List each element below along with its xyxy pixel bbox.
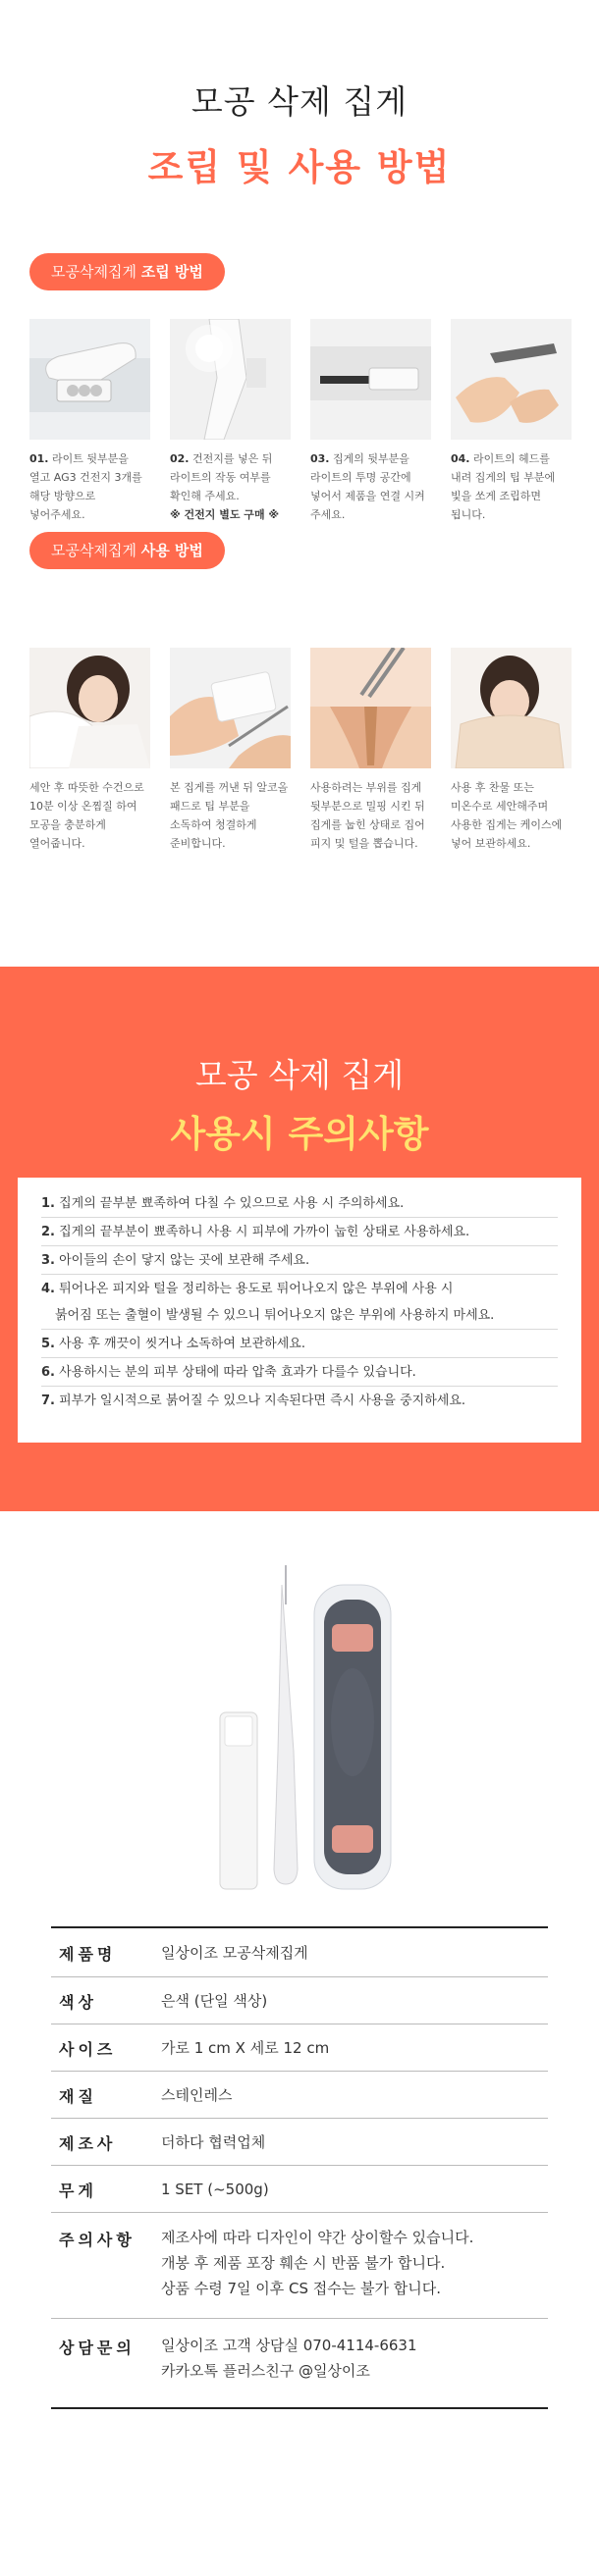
caution-item-5: 5. 사용 후 깨끗이 씻거나 소독하여 보관하세요. xyxy=(41,1332,558,1358)
usage-step-2-caption: 본 집게를 꺼낸 뒤 알코올 패드로 팁 부분을 소독하여 청결하게 준비합니다. xyxy=(170,781,289,850)
usage-pill-bold: 사용 방법 xyxy=(140,542,203,559)
step-2-photo xyxy=(170,319,291,440)
caution-section xyxy=(0,967,599,1511)
assembly-steps xyxy=(29,319,572,554)
usage-3-photo xyxy=(310,648,431,768)
caution-item-2: 2. 집게의 끝부분이 뾰족하니 사용 시 피부에 가까이 눕힌 상태로 사용하세요. xyxy=(41,1220,558,1246)
assembly-pill-prefix: 모공삭제집게 xyxy=(51,263,141,281)
step-1-photo xyxy=(29,319,150,440)
usage-step-1-caption: 세안 후 따뜻한 수건으로 10분 이상 온찜질 하여 모공을 충분하게 열어줍니다. xyxy=(29,781,144,850)
step-4-photo xyxy=(451,319,572,440)
usage-2-photo xyxy=(170,648,291,768)
usage-steps xyxy=(29,648,572,883)
usage-4-photo xyxy=(451,648,572,768)
caution-item-3: 3. 아이들의 손이 닿지 않는 곳에 보관해 주세요. xyxy=(41,1248,558,1275)
spec-row-name: 제품명 일상이조 모공삭제집게 xyxy=(51,1928,548,1977)
usage-step-4-caption: 사용 후 찬물 또는 미온수로 세안해주며 사용한 집게는 케이스에 넣어 보관하세요. xyxy=(451,781,563,850)
assembly-step-1-caption: 01. 라이트 뒷부분을 열고 AG3 건전지 3개를 해당 방향으로 넣어주세요. xyxy=(29,452,142,521)
spec-row-contact: 상담문의 일상이조 고객 상담실 070-4114-6631 카카오톡 플러스친구 @일상이조 xyxy=(51,2319,548,2409)
caution-item-4-cont: 붉어짐 또는 출혈이 발생될 수 있으니 튀어나오지 않은 부위에 사용하지 마세요. xyxy=(41,1303,558,1330)
spec-row-manufacturer: 제조사 더하다 협력업체 xyxy=(51,2119,548,2166)
caution-title: 모공 삭제 집게 xyxy=(194,1056,405,1094)
spec-row-notice: 주의사항 제조사에 따라 디자인이 약간 상이할수 있습니다. 개봉 후 제품 포장 훼손 시 반품 불가 합니다. 상품 수령 7일 이후 CS 접수는 불가 합니다. xyxy=(51,2213,548,2319)
product-photo xyxy=(0,1546,599,1928)
assembly-pill-bold: 조립 방법 xyxy=(140,263,203,281)
spec-row-color: 색상 은색 (단일 색상) xyxy=(51,1977,548,2024)
assembly-step-3-caption: 03. 집게의 뒷부분을 라이트의 투명 공간에 넣어서 제품을 연결 시켜 주세요. xyxy=(310,452,425,521)
page-subtitle: 조립 및 사용 방법 xyxy=(147,146,452,188)
assembly-step-2-caption: 02. 건전지를 넣은 뒤 라이트의 작동 여부를 확인해 주세요. ※ 건전지 별도 구매 ※ xyxy=(170,452,280,521)
caution-item-4: 4. 튀어나온 피지와 털을 정리하는 용도로 튀어나오지 않은 부위에 사용 시 xyxy=(41,1282,454,1296)
usage-1-photo xyxy=(29,648,150,768)
caution-item-7: 7. 피부가 일시적으로 붉어질 수 있으나 지속된다면 즉시 사용을 중지하세요. xyxy=(41,1393,466,1408)
caution-list xyxy=(18,1178,581,1443)
usage-step-3-caption: 사용하려는 부위를 집게 뒷부분으로 밀핑 시킨 뒤 집게를 눕힌 상태로 집어 피지 및 털을 뽑습니다. xyxy=(310,781,425,850)
caution-item-6: 6. 사용하시는 분의 피부 상태에 따라 압축 효과가 다를수 있습니다. xyxy=(41,1360,558,1387)
spec-row-weight: 무게 1 SET (~500g) xyxy=(51,2166,548,2213)
spec-row-material: 재질 스테인레스 xyxy=(51,2072,548,2119)
step-3-photo xyxy=(310,319,431,440)
usage-pill xyxy=(29,532,225,569)
page-title: 모공 삭제 집게 xyxy=(191,82,408,121)
caution-item-1: 1. 집게의 끝부분 뾰족하여 다칠 수 있으므로 사용 시 주의하세요. xyxy=(41,1191,558,1218)
header xyxy=(0,0,599,255)
usage-pill-prefix: 모공삭제집게 xyxy=(51,542,141,559)
spec-table xyxy=(51,1926,548,2380)
spec-row-size: 사이즈 가로 1 cm X 세로 12 cm xyxy=(51,2024,548,2072)
caution-subtitle: 사용시 주의사항 xyxy=(170,1113,429,1155)
assembly-pill xyxy=(29,253,225,290)
assembly-step-4-caption: 04. 라이트의 헤드를 내려 집게의 팁 부분에 빛을 쏘게 조립하면 됩니다. xyxy=(451,452,556,521)
